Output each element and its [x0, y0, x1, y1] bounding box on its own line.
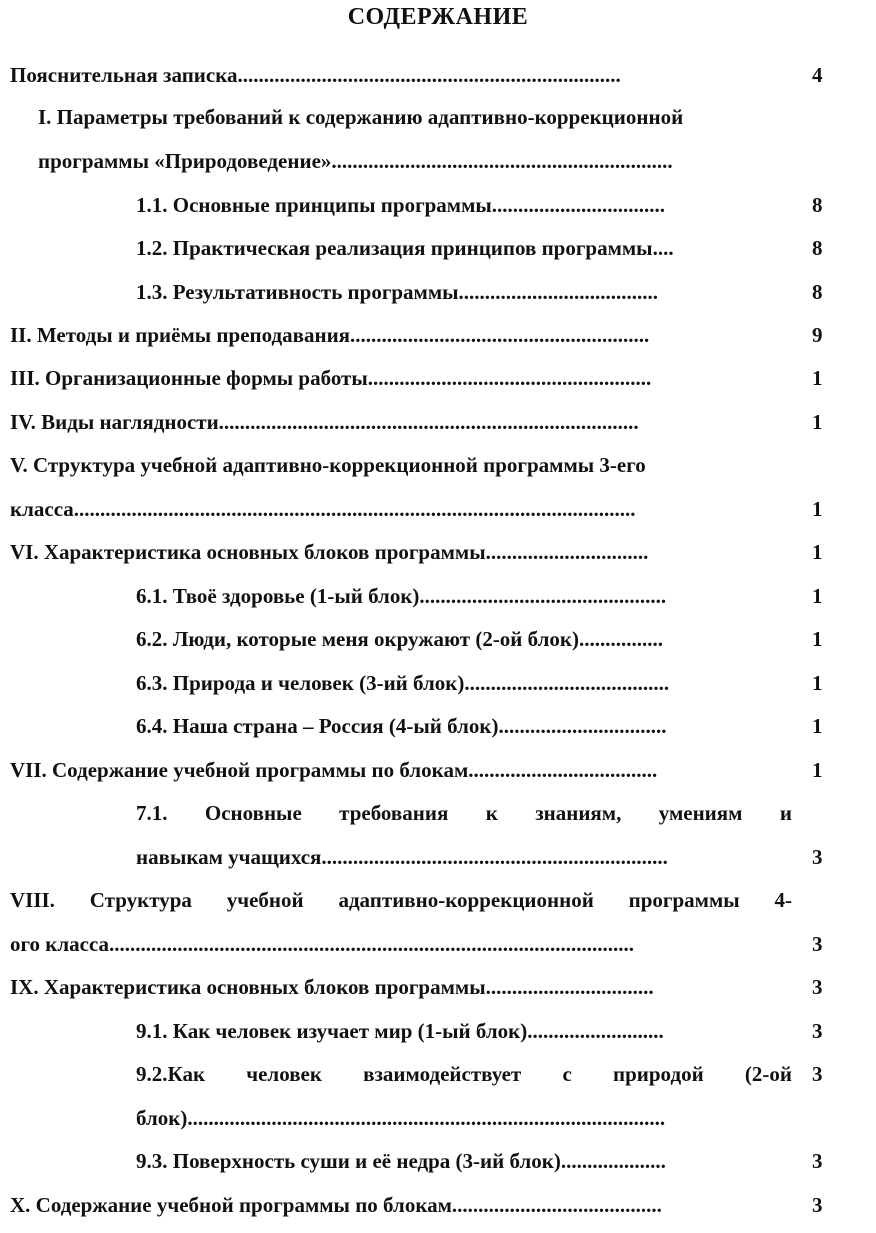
toc-entry-word: требования: [339, 801, 449, 825]
toc-page-number: 1: [812, 671, 823, 695]
toc-page-number: 1: [812, 410, 823, 434]
toc-entry: VII. Содержание учебной программы по блокам....................................: [10, 758, 658, 782]
toc-entry: [136, 1059, 792, 1089]
toc-entry-word: природой: [613, 1062, 704, 1086]
toc-entry-word: учебной: [226, 888, 304, 912]
toc-entry-word: VIII.: [10, 888, 55, 912]
toc-entry-word: Структура: [89, 888, 192, 912]
toc-entry: VI. Характеристика основных блоков программы...............................: [10, 540, 649, 564]
toc-page-number: 1: [812, 584, 823, 608]
toc-entry-word: 9.2.Как: [136, 1062, 206, 1086]
toc-entry: 6.1. Твоё здоровье (1-ый блок)...............................................: [136, 584, 667, 608]
toc-entry: программы «Природоведение».................................................................: [38, 149, 673, 173]
toc-page-number: 8: [812, 193, 823, 217]
toc-entry: 9.3. Поверхность суши и её недра (3-ий блок)....................: [136, 1149, 666, 1173]
toc-entry: 1.2. Практическая реализация принципов программы....: [136, 236, 674, 260]
toc-page-number: 3: [812, 1019, 823, 1043]
toc-entry: класса...........................................................................................................: [10, 497, 636, 521]
toc-page-number: 1: [812, 497, 823, 521]
toc-entry-word: человек: [246, 1062, 322, 1086]
toc-entry-word: 7.1.: [136, 801, 168, 825]
toc-entry: IV. Виды наглядности................................................................................: [10, 410, 639, 434]
toc-entry: III. Организационные формы работы......................................................: [10, 366, 652, 390]
toc-entry: 6.2. Люди, которые меня окружают (2-ой блок)................: [136, 627, 664, 651]
page-title: СОДЕРЖАНИЕ: [347, 4, 529, 30]
toc-entry-word: адаптивно-коррекционной: [338, 888, 594, 912]
toc-entry: I. Параметры требований к содержанию адаптивно-коррекционной: [38, 105, 684, 129]
toc-entry: 1.1. Основные принципы программы.................................: [136, 193, 666, 217]
toc-page-number: 3: [812, 1193, 823, 1217]
toc-entry: Пояснительная записка.........................................................................: [10, 63, 621, 87]
toc-page-number: 4: [812, 63, 823, 87]
toc-page-number: 1: [812, 540, 823, 564]
toc-page-number: 8: [812, 280, 823, 304]
toc-entry-word: к: [485, 801, 498, 825]
toc-page-number: 1: [812, 366, 823, 390]
toc-entry: X. Содержание учебной программы по блокам........................................: [10, 1193, 662, 1217]
toc-page-number: 3: [812, 845, 823, 869]
toc-entry-word: 4-: [774, 888, 792, 912]
toc-page-number: 3: [812, 1062, 823, 1086]
toc-page-number: 1: [812, 758, 823, 782]
toc-entry-word: Основные: [204, 801, 302, 825]
toc-entry: IX. Характеристика основных блоков программы................................: [10, 975, 654, 999]
toc-entry: навыкам учащихся..................................................................: [136, 845, 668, 869]
toc-entry: II. Методы и приёмы преподавания.........................................................: [10, 323, 650, 347]
toc-entry-word: и: [779, 801, 792, 825]
toc-entry: [10, 885, 792, 915]
toc-page-number: 3: [812, 932, 823, 956]
toc-entry-word: (2-ой: [744, 1062, 792, 1086]
toc-entry: 9.1. Как человек изучает мир (1-ый блок)..........................: [136, 1019, 664, 1043]
toc-page-number: 1: [812, 714, 823, 738]
toc-page-number: 1: [812, 627, 823, 651]
toc-entry-word: с: [562, 1062, 572, 1086]
toc-entry-word: знаниям,: [535, 801, 622, 825]
toc-entry: [136, 798, 792, 828]
toc-entry: блок)...........................................................................................: [136, 1106, 666, 1130]
toc-entry: 6.4. Наша страна – Россия (4-ый блок)................................: [136, 714, 667, 738]
toc-page-number: 9: [812, 323, 823, 347]
toc-page-number: 3: [812, 1149, 823, 1173]
toc-page-number: 3: [812, 975, 823, 999]
toc-entry: 6.3. Природа и человек (3-ий блок).......................................: [136, 671, 670, 695]
toc-entry-word: умениям: [658, 801, 743, 825]
toc-entry: V. Структура учебной адаптивно-коррекционной программы 3-его: [10, 453, 646, 477]
toc-entry: ого класса....................................................................................................: [10, 932, 635, 956]
toc-page-number: 8: [812, 236, 823, 260]
toc-entry: 1.3. Результативность программы......................................: [136, 280, 659, 304]
toc-entry-word: взаимодействует: [363, 1062, 522, 1086]
toc-entry-word: программы: [628, 888, 740, 912]
